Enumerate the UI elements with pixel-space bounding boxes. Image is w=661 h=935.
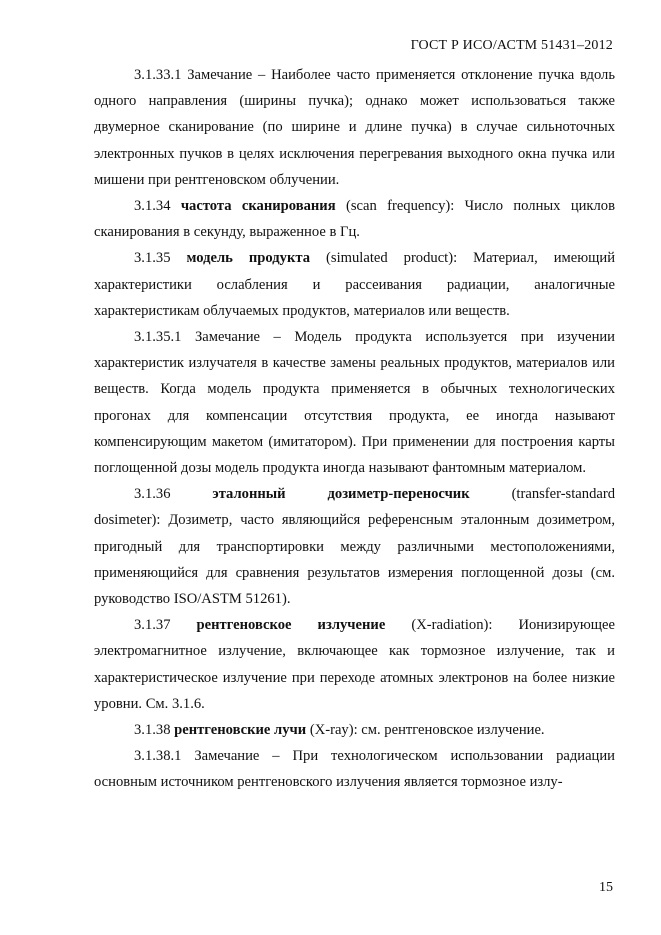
clause-number: 3.1.33.1 [134, 67, 182, 83]
paragraph-text: (X-radiation): Ионизирующее электромагнитное излучение, включающее как тормозное излучение, так и характеристическое излучение при переходе атомных электронов на более низкие уровни. См. 3.1.6. [94, 617, 615, 712]
term-x-ray: рентгеновские лучи [174, 722, 307, 739]
clause-number: 3.1.37 [134, 617, 171, 634]
paragraph-text: Замечание – Наиболее часто применяется отклонение пучка вдоль одного направления (ширины пучка); однако может использоваться также двумерное сканирование (по ширине и длине пучка) в случае сильноточных электронных пучков в целях исключения перегревания выходного окна пучка или мишени при рентгеновском облучении. [94, 67, 615, 188]
paragraph-3-1-35-1 [94, 324, 615, 481]
paragraph-text: (scan frequency): Число полных циклов сканирования в секунду, выраженное в Гц. [94, 198, 615, 241]
clause-number: 3.1.35.1 [134, 329, 182, 346]
term-part-2: дозиметр-переносчик [327, 486, 470, 503]
clause-number: 3.1.35 [134, 250, 171, 267]
paragraph-3-1-38 [94, 717, 615, 743]
clause-number: 3.1.38.1 [134, 748, 182, 765]
paragraph-lead-text: (transfer-standard [511, 486, 615, 503]
paragraph-3-1-35 [94, 245, 615, 324]
page-number: 15 [599, 880, 613, 895]
paragraph-3-1-37 [94, 612, 615, 717]
paragraph-text: dosimeter): Дозиметр, часто являющийся референсным эталонным дозиметром, пригодный для транспортировки между различными местоположениями, применяющийся для сравнения результатов измерения поглощенной дозы (см. руководство ISO/ASTM 51261). [94, 512, 615, 608]
paragraph-first-line [94, 481, 615, 507]
paragraph-text: Замечание – При технологическом использовании радиации основным источником рентгеновского излучения является тормозное излу- [94, 748, 615, 791]
clause-number: 3.1.38 [134, 722, 171, 739]
paragraph-3-1-38-1 [94, 743, 615, 795]
term-scan-frequency: частота сканирования [180, 198, 336, 215]
paragraph-text: (X-ray): см. рентгеновское излучение. [309, 722, 545, 739]
paragraph-text: Замечание – Модель продукта используется при изучении характеристик излучателя в качестве замены реальных продуктов, материалов или веществ. Когда модель продукта применяется в обычных технологических прогонах для компенсации отсутствия продукта, ее иногда называют компенсирующим макетом (имитатором). При применении для построения карты поглощенной дозы модель продукта иногда называют фантомным материалом. [94, 329, 615, 477]
term-x-radiation: рентгеновское излучение [196, 617, 386, 634]
document-body [94, 62, 615, 796]
paragraph-3-1-33-1 [94, 62, 615, 193]
paragraph-text: (simulated product): Материал, имеющий характеристики ослабления и рассеивания радиации, аналогичные характеристикам облучаемых продуктов, материалов или веществ. [94, 250, 616, 319]
paragraph-3-1-34 [94, 193, 615, 245]
paragraph-text-block [94, 507, 615, 612]
clause-number: 3.1.34 [134, 198, 171, 215]
paragraph-3-1-36 [94, 481, 615, 612]
clause-number: 3.1.36 [134, 486, 171, 503]
document-header: ГОСТ Р ИСО/АСТМ 51431–2012 [410, 38, 613, 53]
term-simulated-product: модель продукта [186, 250, 311, 267]
term-part-1: эталонный [212, 486, 286, 503]
